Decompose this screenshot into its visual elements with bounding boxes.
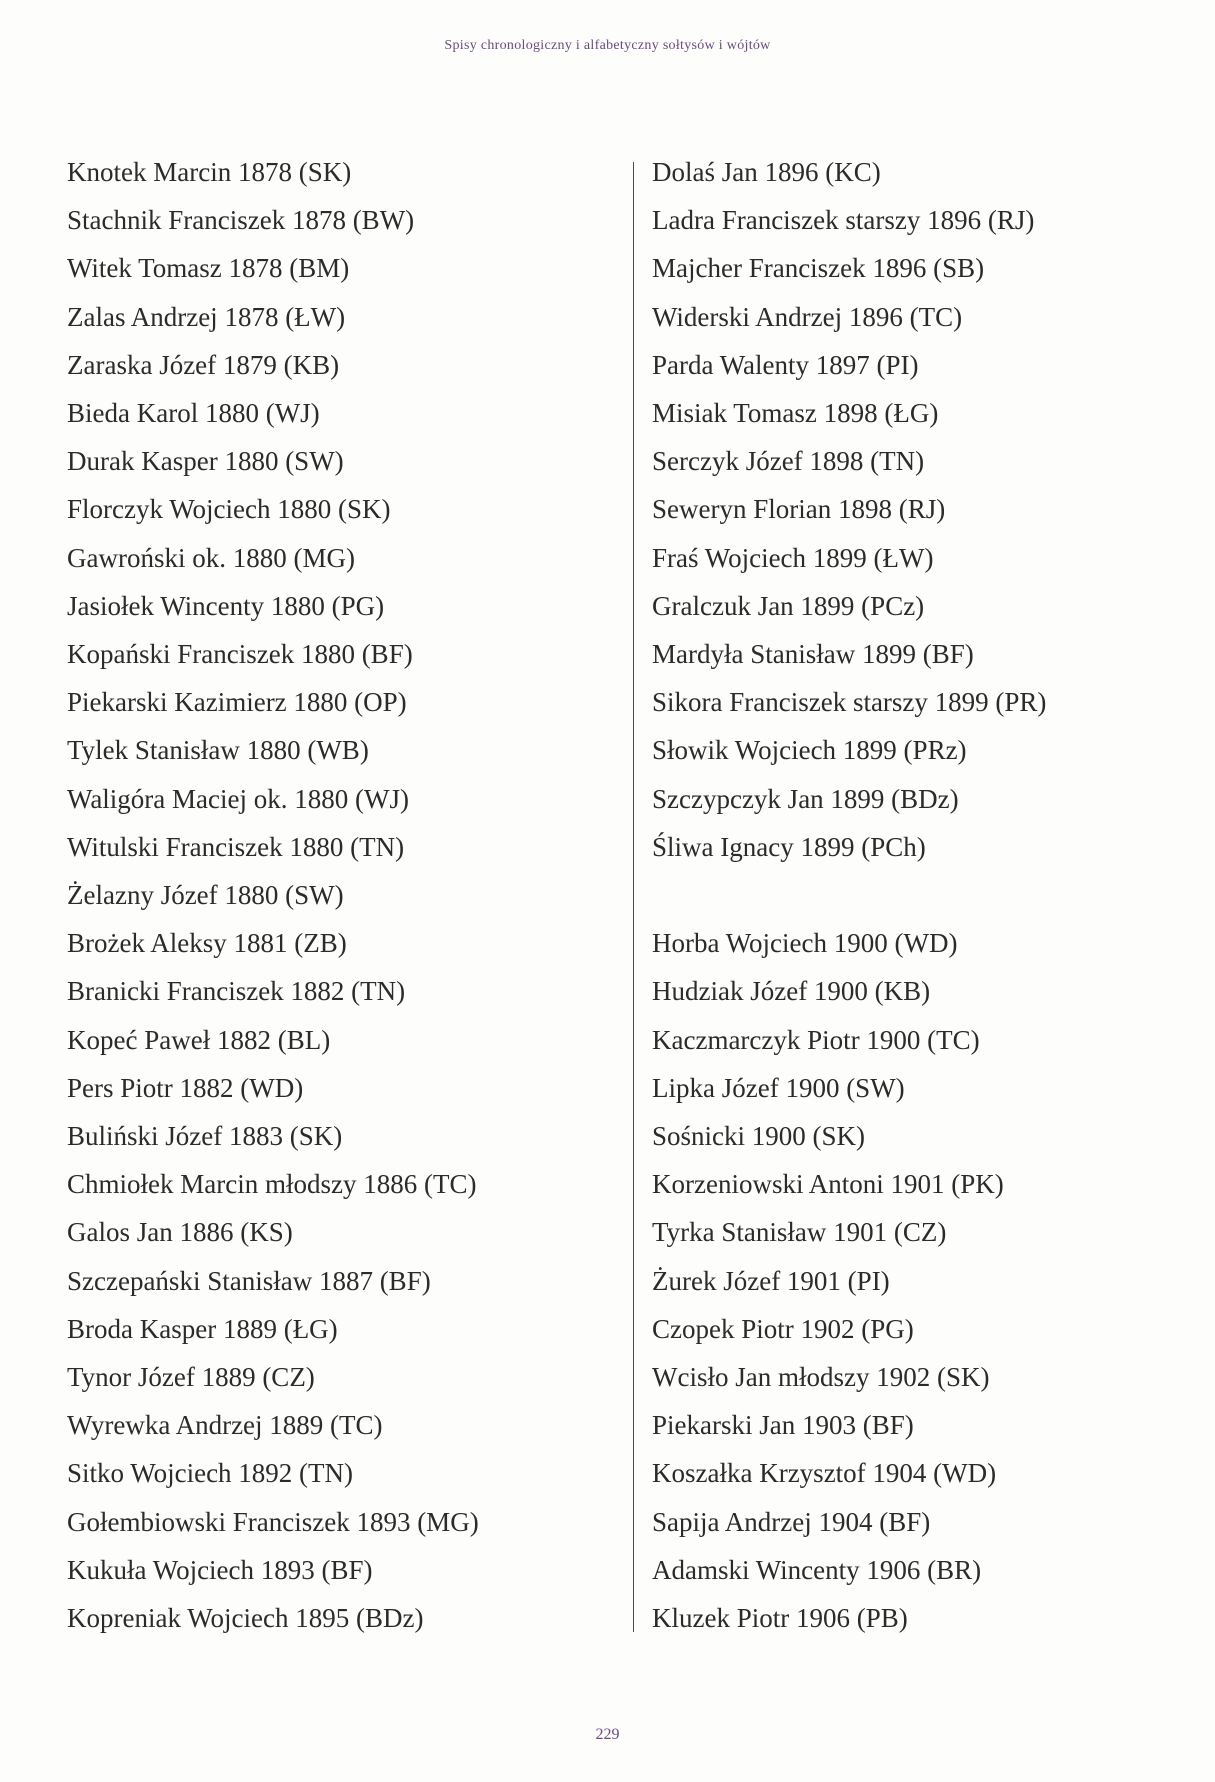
list-item: Zaraska Józef 1879 (KB) bbox=[67, 349, 340, 380]
column-divider bbox=[633, 162, 634, 1632]
page-number: 229 bbox=[595, 1726, 620, 1743]
list-item: Brożek Aleksy 1881 (ZB) bbox=[67, 928, 347, 959]
list-item: Kluzek Piotr 1906 (PB) bbox=[652, 1603, 908, 1634]
list-item: Pers Piotr 1882 (WD) bbox=[67, 1072, 304, 1103]
list-item: Kaczmarczyk Piotr 1900 (TC) bbox=[652, 1024, 980, 1055]
list-item: Majcher Franciszek 1896 (SB) bbox=[652, 253, 985, 284]
list-item: Gawroński ok. 1880 (MG) bbox=[67, 542, 355, 573]
list-item: Gołembiowski Franciszek 1893 (MG) bbox=[67, 1506, 479, 1537]
list-item: Wyrewka Andrzej 1889 (TC) bbox=[67, 1410, 383, 1441]
list-item: Durak Kasper 1880 (SW) bbox=[67, 446, 344, 477]
list-item: Lipka Józef 1900 (SW) bbox=[652, 1072, 905, 1103]
list-item: Ladra Franciszek starszy 1896 (RJ) bbox=[652, 205, 1035, 236]
list-item: Hudziak Józef 1900 (KB) bbox=[652, 976, 931, 1007]
list-item: Piekarski Kazimierz 1880 (OP) bbox=[67, 687, 407, 718]
list-item: Tylek Stanisław 1880 (WB) bbox=[67, 735, 369, 766]
list-item: Śliwa Ignacy 1899 (PCh) bbox=[652, 831, 926, 862]
list-item: Tyrka Stanisław 1901 (CZ) bbox=[652, 1217, 947, 1248]
list-item: Broda Kasper 1889 (ŁG) bbox=[67, 1313, 338, 1344]
list-item: Żelazny Józef 1880 (SW) bbox=[67, 880, 344, 911]
list-item: Sapija Andrzej 1904 (BF) bbox=[652, 1506, 931, 1537]
list-item: Stachnik Franciszek 1878 (BW) bbox=[67, 205, 415, 236]
list-item: Kukuła Wojciech 1893 (BF) bbox=[67, 1554, 373, 1585]
list-item: Jasiołek Wincenty 1880 (PG) bbox=[67, 590, 385, 621]
list-item: Sośnicki 1900 (SK) bbox=[652, 1121, 866, 1152]
right-column-list bbox=[652, 148, 1046, 1642]
list-item: Branicki Franciszek 1882 (TN) bbox=[67, 976, 406, 1007]
list-item: Wcisło Jan młodszy 1902 (SK) bbox=[652, 1362, 990, 1393]
list-item: Gralczuk Jan 1899 (PCz) bbox=[652, 590, 925, 621]
list-item: Buliński Józef 1883 (SK) bbox=[67, 1121, 343, 1152]
list-item: Witek Tomasz 1878 (BM) bbox=[67, 253, 350, 284]
list-item: Fraś Wojciech 1899 (ŁW) bbox=[652, 542, 934, 573]
list-item: Mardyła Stanisław 1899 (BF) bbox=[652, 639, 974, 670]
list-item: Dolaś Jan 1896 (KC) bbox=[652, 157, 881, 187]
list-item: Seweryn Florian 1898 (RJ) bbox=[652, 494, 946, 525]
list-item: Piekarski Jan 1903 (BF) bbox=[652, 1410, 914, 1441]
list-item: Misiak Tomasz 1898 (ŁG) bbox=[652, 398, 939, 429]
list-item: Adamski Wincenty 1906 (BR) bbox=[652, 1554, 982, 1585]
list-item: Knotek Marcin 1878 (SK) bbox=[67, 157, 352, 187]
list-item: Florczyk Wojciech 1880 (SK) bbox=[67, 494, 391, 525]
list-item: Horba Wojciech 1900 (WD) bbox=[652, 928, 958, 959]
list-item: Żurek Józef 1901 (PI) bbox=[652, 1265, 890, 1296]
list-item: Kopreniak Wojciech 1895 (BDz) bbox=[67, 1603, 424, 1634]
list-item: Witulski Franciszek 1880 (TN) bbox=[67, 831, 405, 862]
list-item: Kopeć Paweł 1882 (BL) bbox=[67, 1024, 331, 1055]
list-item: Koszałka Krzysztof 1904 (WD) bbox=[652, 1458, 997, 1489]
list-item: Czopek Piotr 1902 (PG) bbox=[652, 1313, 914, 1344]
list-item: Tynor Józef 1889 (CZ) bbox=[67, 1362, 315, 1393]
list-item: Parda Walenty 1897 (PI) bbox=[652, 349, 919, 380]
list-item: Szczepański Stanisław 1887 (BF) bbox=[67, 1265, 431, 1296]
list-item: Galos Jan 1886 (KS) bbox=[67, 1217, 293, 1248]
list-item: Serczyk Józef 1898 (TN) bbox=[652, 446, 925, 477]
list-item: Korzeniowski Antoni 1901 (PK) bbox=[652, 1169, 1004, 1200]
list-item: Zalas Andrzej 1878 (ŁW) bbox=[67, 301, 346, 332]
running-head: Spisy chronologiczny i alfabetyczny sołtysów i wójtów bbox=[444, 38, 771, 53]
list-item: Słowik Wojciech 1899 (PRz) bbox=[652, 735, 967, 766]
list-item: Sitko Wojciech 1892 (TN) bbox=[67, 1458, 354, 1489]
list-item: Szczypczyk Jan 1899 (BDz) bbox=[652, 783, 959, 814]
left-column-list bbox=[67, 148, 479, 1642]
list-item: Sikora Franciszek starszy 1899 (PR) bbox=[652, 687, 1047, 718]
list-item: Bieda Karol 1880 (WJ) bbox=[67, 398, 320, 429]
group-spacer bbox=[652, 871, 1046, 919]
list-item: Waligóra Maciej ok. 1880 (WJ) bbox=[67, 783, 409, 814]
list-item: Chmiołek Marcin młodszy 1886 (TC) bbox=[67, 1169, 477, 1200]
list-item: Widerski Andrzej 1896 (TC) bbox=[652, 301, 963, 332]
list-item: Kopański Franciszek 1880 (BF) bbox=[67, 639, 413, 670]
